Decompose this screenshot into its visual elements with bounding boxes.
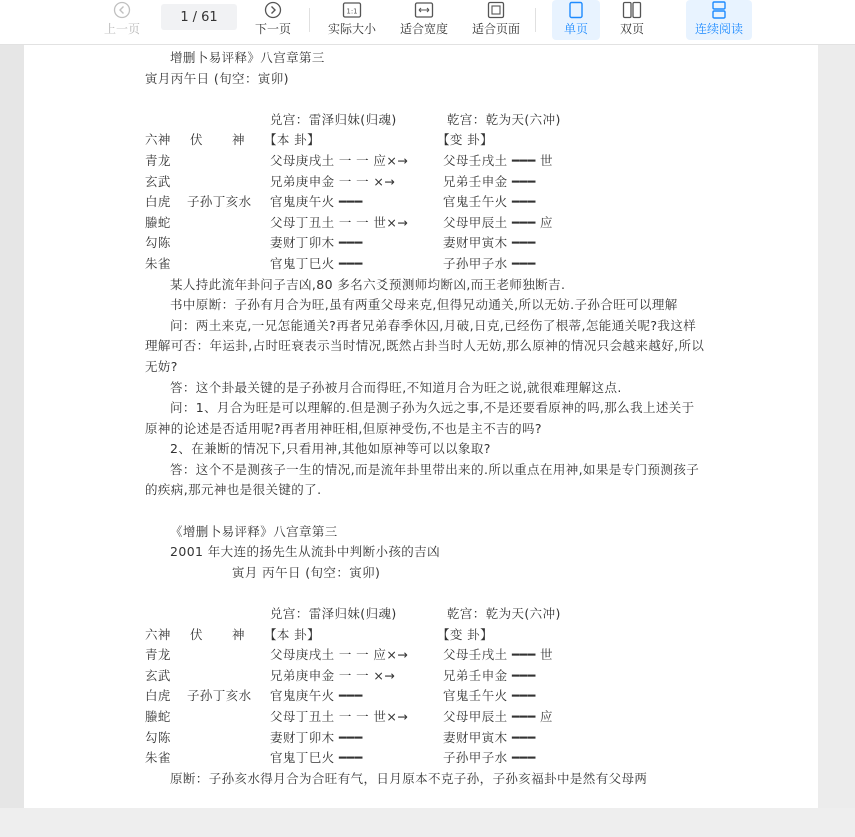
paragraph: 答：这个卦最关键的是子孙被月合而得旺,不知道月合为旺之说,就很难理解这点.: [170, 379, 622, 395]
palace-row: [145, 110, 705, 131]
hexagram-line-row: [145, 233, 705, 254]
bian-gua-line: 父母甲辰土 ━━━ 应: [443, 214, 553, 230]
fit-page-button[interactable]: [472, 0, 520, 40]
ben-gua-line: 父母庚戌土 一 一 应×→: [270, 152, 409, 168]
bian-gua-line: 官鬼壬午火 ━━━: [443, 688, 536, 704]
six-god-name: 勾陈: [145, 729, 171, 745]
header-bian-gua: 【变 卦】: [437, 626, 493, 642]
next-page-label: 下一页: [255, 22, 292, 36]
single-page-icon: [568, 0, 584, 20]
arrow-left-circle-icon: [113, 0, 131, 20]
bian-gua-line: 父母甲辰土 ━━━ 应: [443, 709, 553, 724]
six-god-name: 青龙: [145, 152, 171, 168]
paragraph: 某人持此流年卦问子吉凶,80 多名六爻预测师均断凶,而王老师独断吉.: [170, 276, 566, 292]
hexagram-line-row: [145, 686, 705, 707]
six-god-name: 白虎: [145, 688, 171, 704]
header-bian-gua: 【变 卦】: [437, 132, 493, 148]
single-page-button[interactable]: [552, 0, 600, 40]
ben-gua-line: 父母庚戌土 一 一 应×→: [270, 647, 409, 663]
hexagram-line-row: [145, 213, 705, 234]
continuous-reading-button[interactable]: [686, 0, 752, 40]
header-shen: 神: [232, 626, 245, 642]
bian-gua-line: 父母壬戌土 ━━━ 世: [443, 152, 553, 168]
blank-line: [145, 89, 705, 110]
header-six-gods: 六神: [145, 626, 171, 642]
continuous-reading-label: 连续阅读: [694, 22, 743, 36]
six-god-name: 螣蛇: [145, 709, 171, 724]
double-page-button[interactable]: [620, 0, 644, 40]
paragraph: 2、在兼断的情况下,只看用神,其他如原神等可以以象取?: [170, 441, 491, 457]
double-page-label: 双页: [620, 22, 645, 36]
hexagram-line-row: [145, 707, 705, 728]
fit-width-icon: [414, 0, 434, 20]
six-god-name: 玄武: [145, 173, 171, 189]
header-ben-gua: 【本 卦】: [264, 626, 320, 642]
prev-page-label: 上一页: [104, 22, 141, 36]
six-god-name: 朱雀: [145, 255, 171, 271]
palace-row: [145, 604, 705, 625]
bian-gua-palace: 乾宫：乾为天(六冲): [447, 606, 561, 622]
bian-gua-line: 子孙甲子水 ━━━: [443, 750, 536, 766]
fit-page-label: 适合页面: [472, 22, 521, 36]
bian-gua-line: 兄弟壬申金 ━━━: [443, 173, 536, 189]
actual-size-button[interactable]: [328, 0, 376, 40]
ben-gua-line: 父母丁丑土 一 一 世×→: [270, 709, 409, 724]
hexagram-line-row: [145, 192, 705, 213]
fit-width-button[interactable]: [400, 0, 448, 40]
header-six-gods: 六神: [145, 132, 171, 148]
document-content: [145, 48, 705, 789]
hexagram-line-row: [145, 151, 705, 172]
six-god-name: 白虎: [145, 194, 171, 210]
hexagram-header-row: [145, 625, 705, 646]
paragraph: 答：这个不是测孩子一生的情况,而是流年卦里带出来的.所以重点在用神,如果是专门预测孩子的疾病,那元神也是很关键的了.: [145, 461, 700, 498]
bian-gua-line: 妻财甲寅木 ━━━: [443, 235, 536, 251]
paragraph: 问：1、月合为旺是可以理解的.但是测子孙为久远之事,不是还要看原神的吗,那么我上述关于原神的论述是否适用呢?再者用神旺相,但原神受伤,不也是主不吉的吗?: [145, 400, 695, 436]
section-subtitle: 2001 年大连的扬先生从流卦中判断小孩的吉凶: [170, 544, 440, 560]
section-title: 增删卜易评释》八宫章第三: [170, 50, 325, 65]
arrow-right-circle-icon: [264, 0, 282, 20]
bian-gua-line: 父母壬戌土 ━━━ 世: [443, 647, 553, 663]
current-page-input[interactable]: 1: [180, 9, 189, 25]
ben-gua-line: 官鬼丁巳火 ━━━: [270, 750, 363, 766]
page-number-box[interactable]: [161, 4, 237, 30]
hexagram-line-row: [145, 645, 705, 666]
ben-gua-line: 兄弟庚申金 一 一 ×→: [270, 667, 396, 683]
viewer-toolbar: [0, 0, 855, 45]
bian-gua-line: 子孙甲子水 ━━━: [443, 255, 536, 271]
ben-gua-palace: 兑宫：雷泽归妹(归魂): [270, 606, 397, 622]
bian-gua-line: 妻财甲寅木 ━━━: [443, 729, 536, 745]
hexagram-line-row: [145, 172, 705, 193]
hexagram-header-row: [145, 130, 705, 151]
hexagram-line-row: [145, 254, 705, 275]
ben-gua-line: 妻财丁卯木 ━━━: [270, 729, 363, 745]
next-page-button[interactable]: [255, 0, 291, 40]
hidden-god: 子孙丁亥水: [187, 194, 252, 210]
six-god-name: 勾陈: [145, 235, 171, 251]
ben-gua-palace: 兑宫：雷泽归妹(归魂): [270, 111, 397, 127]
paragraph: 原断：子孙亥水得月合为合旺有气，日月原本不克子孙，子孙亥福卦中是然有父母两: [170, 770, 648, 786]
prev-page-button[interactable]: [104, 0, 140, 40]
paragraph: 书中原断：子孙有月合为旺,虽有两重父母来克,但得兄动通关,所以无妨.子孙合旺可以理解: [170, 297, 678, 313]
ben-gua-line: 官鬼庚午火 ━━━: [270, 688, 363, 704]
actual-size-label: 实际大小: [328, 22, 377, 36]
fit-page-icon: [486, 0, 506, 20]
blank-line: [145, 583, 705, 604]
date-line: 寅月 丙午日 (旬空：寅卯): [232, 564, 381, 580]
header-fu: 伏: [190, 626, 203, 642]
header-ben-gua: 【本 卦】: [264, 132, 320, 148]
ben-gua-line: 父母丁丑土 一 一 世×→: [270, 214, 409, 230]
toolbar-divider: [535, 8, 536, 32]
hexagram-line-row: [145, 748, 705, 769]
total-pages: 61: [201, 9, 218, 25]
header-shen: 神: [232, 132, 245, 148]
hidden-god: 子孙丁亥水: [187, 688, 252, 704]
fit-width-label: 适合宽度: [400, 22, 449, 36]
blank-line: [145, 501, 705, 522]
scrollbar-track[interactable]: [818, 44, 855, 808]
toolbar-divider: [309, 8, 310, 32]
svg-text:1:1: 1:1: [346, 7, 358, 16]
bian-gua-line: 官鬼壬午火 ━━━: [443, 194, 536, 210]
header-fu: 伏: [190, 132, 203, 148]
six-god-name: 青龙: [145, 647, 171, 663]
double-page-icon: [622, 0, 642, 20]
ben-gua-line: 官鬼庚午火 ━━━: [270, 194, 363, 210]
six-god-name: 螣蛇: [145, 214, 171, 230]
six-god-name: 玄武: [145, 667, 171, 683]
actual-size-icon: [342, 0, 362, 20]
ben-gua-line: 兄弟庚申金 一 一 ×→: [270, 173, 396, 189]
hexagram-line-row: [145, 666, 705, 687]
date-line: 寅月丙午日 (旬空：寅卯): [145, 70, 289, 86]
page-separator: /: [192, 9, 198, 25]
bottom-status-strip: [0, 808, 855, 837]
six-god-name: 朱雀: [145, 750, 171, 766]
single-page-label: 单页: [563, 22, 588, 36]
paragraph: 问：两土来克,一兄怎能通关?再者兄弟春季休囚,月破,日克,已经伤了根蒂,怎能通关呢?我这样理解可否：年运卦,占时旺衰表示当时情况,既然占卦当时人无妨,那么原神的情况只会越来越好,所以无妨?: [145, 317, 705, 374]
document-page: [24, 44, 818, 808]
section-title: 《增删卜易评释》八宫章第三: [170, 523, 338, 539]
bian-gua-palace: 乾宫：乾为天(六冲): [447, 111, 561, 127]
bian-gua-line: 兄弟壬申金 ━━━: [443, 667, 536, 683]
ben-gua-line: 官鬼丁巳火 ━━━: [270, 255, 363, 271]
continuous-reading-icon: [710, 0, 728, 20]
ben-gua-line: 妻财丁卯木 ━━━: [270, 235, 363, 251]
hexagram-line-row: [145, 728, 705, 749]
